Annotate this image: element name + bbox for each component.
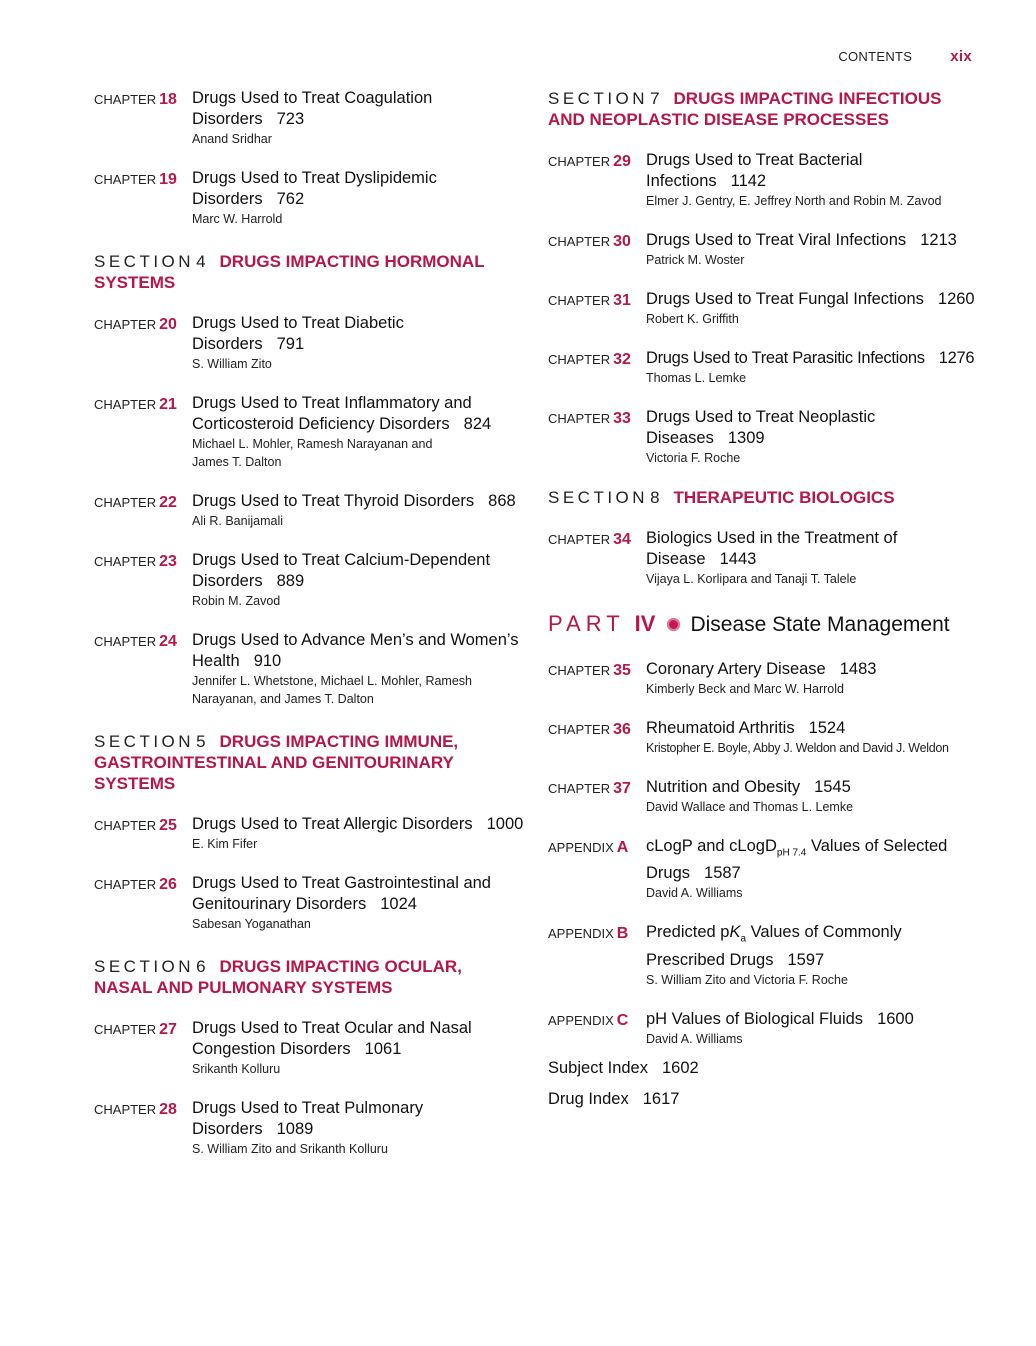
appendix-page: 1587 [704,864,741,883]
appendix-page: 1600 [877,1009,914,1028]
chapter-title: Drugs Used to Treat Parasitic Infections 1276 [646,349,975,367]
chapter-label: CHAPTER 37 [548,780,631,797]
chapter-authors: S. William Zito [192,357,272,371]
appendix-title: pH Values of Biological Fluids 1600 [646,1009,914,1028]
toc-entry-chapter-25[interactable] [94,814,524,853]
chapter-title: Drugs Used to Treat Calcium-Dependent Disorders 889 [192,551,491,590]
chapter-authors: S. William Zito and Srikanth Kolluru [192,1142,388,1156]
part-4-heading[interactable]: PART IV Disease State Management [548,611,950,636]
chapter-page: 1483 [839,660,877,678]
toc-entry-chapter-27[interactable] [94,1018,524,1078]
chapter-page: 1142 [730,172,767,190]
toc-entry-chapter-18[interactable] [94,88,524,148]
chapter-authors: Ali R. Banijamali [192,514,284,528]
chapter-label: CHAPTER 34 [548,531,631,548]
chapter-label: CHAPTER 24 [94,633,177,650]
chapter-label: CHAPTER 31 [548,292,631,309]
toc-entry-chapter-29[interactable] [548,150,978,210]
appendix-label: APPENDIX B [548,925,629,943]
chapter-authors: Robert K. Griffith [646,312,739,326]
chapter-authors: Sabesan Yoganathan [192,917,311,931]
chapter-label: CHAPTER 19 [94,171,177,188]
chapter-title: Drugs Used to Treat Coagulation Disorders 723 [192,89,433,128]
chapter-title: Coronary Artery Disease 1483 [646,660,877,678]
chapter-page: 1309 [727,429,765,447]
chapter-authors: Robin M. Zavod [192,594,281,608]
chapter-title: Drugs Used to Treat Pulmonary Disorders 1089 [192,1099,424,1138]
chapter-title: Drugs Used to Treat Inflammatory and Corticosteroid Deficiency Disorders 824 [192,394,492,433]
chapter-label: CHAPTER 28 [94,1101,177,1118]
chapter-title: Drugs Used to Treat Viral Infections 1213 [646,231,957,249]
section-5-heading[interactable]: SECTION 5 DRUGS IMPACTING IMMUNE, GASTROINTESTINAL AND GENITOURINARY SYSTEMS [94,732,459,793]
toc-left-column [94,88,524,1158]
appendix-authors: S. William Zito and Victoria F. Roche [646,972,848,987]
chapter-title: Drugs Used to Treat Thyroid Disorders 868 [192,492,516,510]
chapter-label: CHAPTER 26 [94,876,177,893]
chapter-label: CHAPTER 21 [94,396,177,413]
section-8-heading[interactable]: SECTION 8 THERAPEUTIC BIOLOGICS [548,488,895,507]
chapter-authors: Patrick M. Woster [646,253,745,267]
chapter-page: 1524 [808,719,846,737]
appendix-page: 1597 [787,950,825,969]
chapter-page: 1061 [364,1040,402,1058]
chapter-label: CHAPTER 18 [94,91,177,108]
toc-entry-chapter-22[interactable] [94,491,524,530]
chapter-title: Drugs Used to Treat Neoplastic Diseases 1309 [646,408,876,447]
toc-entry-chapter-35[interactable] [548,659,978,698]
chapter-title: Drugs Used to Treat Diabetic Disorders 791 [192,314,404,353]
chapter-page: 1213 [920,231,957,249]
toc-entry-appendix-b[interactable] [548,922,978,988]
toc-entry-chapter-31[interactable] [548,289,978,328]
toc-entry-chapter-36[interactable] [548,718,978,757]
chapter-page: 723 [276,110,305,128]
chapter-page: 762 [276,190,305,208]
chapter-page: 868 [488,492,516,510]
toc-right-column [548,88,978,1110]
chapter-title: Drugs Used to Treat Dyslipidemic Disorders 762 [192,169,437,208]
bullet-dot-icon [667,618,680,631]
toc-entry-chapter-34[interactable] [548,528,978,588]
chapter-label: CHAPTER 22 [94,494,177,511]
chapter-authors: Elmer J. Gentry, E. Jeffrey North and Robin M. Zavod [646,194,942,208]
toc-entry-appendix-c[interactable] [548,1009,978,1048]
chapter-label: CHAPTER 23 [94,553,177,570]
chapter-authors: E. Kim Fifer [192,837,258,851]
chapter-page: 889 [276,572,305,590]
toc-entry-chapter-28[interactable] [94,1098,524,1158]
chapter-label: CHAPTER 29 [548,153,631,170]
toc-entry-drug-index[interactable]: Drug Index 1617 [548,1089,680,1108]
appendix-title: cLogP and cLogD$_{pH 7.4}$ Values of Selected Drugs 1587 [646,837,948,883]
chapter-page: 1545 [814,778,851,796]
chapter-title: Drugs Used to Treat Allergic Disorders 1000 [192,815,524,833]
chapter-page: 1000 [486,815,524,833]
chapter-authors: Thomas L. Lemke [646,371,747,385]
chapter-authors: Srikanth Kolluru [192,1062,281,1076]
toc-entry-chapter-21[interactable] [94,393,524,471]
chapter-page: 1260 [937,290,975,308]
appendix-authors: David A. Williams [646,886,743,901]
chapter-label: CHAPTER 36 [548,721,631,738]
toc-entry-chapter-19[interactable] [94,168,524,228]
toc-entry-chapter-32[interactable] [548,348,978,387]
chapter-page: 1024 [380,895,417,913]
chapter-title: Nutrition and Obesity 1545 [646,778,851,796]
section-4-heading[interactable]: SECTION 4 DRUGS IMPACTING HORMONAL SYSTEMS [94,252,485,292]
section-7-heading[interactable]: SECTION 7 DRUGS IMPACTING INFECTIOUS AND NEOPLASTIC DISEASE PROCESSES [548,89,942,129]
toc-entry-chapter-26[interactable] [94,873,524,933]
toc-entry-appendix-a[interactable] [548,836,978,902]
running-head [838,48,972,65]
chapter-authors: Michael L. Mohler, Ramesh Narayanan and James T. Dalton [192,437,433,469]
chapter-page: 791 [276,335,305,353]
section-6-heading[interactable]: SECTION 6 DRUGS IMPACTING OCULAR, NASAL AND PULMONARY SYSTEMS [94,957,462,997]
chapter-title: Rheumatoid Arthritis 1524 [646,719,846,737]
toc-entry-chapter-33[interactable] [548,407,978,467]
toc-entry-chapter-30[interactable] [548,230,978,269]
chapter-page: 1089 [276,1120,314,1138]
chapter-label: CHAPTER 20 [94,316,177,333]
chapter-title: Drugs Used to Treat Gastrointestinal and Genitourinary Disorders 1024 [192,874,491,913]
chapter-authors: Kristopher E. Boyle, Abby J. Weldon and David J. Weldon [646,741,949,755]
appendix-authors: David A. Williams [646,1031,743,1046]
chapter-page: 1276 [938,349,975,367]
chapter-page: 910 [253,652,282,670]
chapter-authors: Vijaya L. Korlipara and Tanaji T. Talele [646,572,857,586]
chapter-title: Biologics Used in the Treatment of Disease 1443 [646,529,898,568]
chapter-label: CHAPTER 33 [548,410,631,427]
chapter-label: CHAPTER 30 [548,233,631,250]
chapter-label: CHAPTER 35 [548,662,631,679]
appendix-title: Predicted $pK_a$ Values of Commonly Prescribed Drugs 1597 [646,923,902,969]
chapter-title: Drugs Used to Treat Fungal Infections 1260 [646,290,975,308]
chapter-page: 1443 [719,550,757,568]
chapter-authors: David Wallace and Thomas L. Lemke [646,800,854,814]
toc-entry-chapter-24[interactable] [94,630,524,708]
chapter-label: CHAPTER 25 [94,817,177,834]
chapter-authors: Anand Sridhar [192,132,272,146]
chapter-authors: Kimberly Beck and Marc W. Harrold [646,682,844,696]
chapter-authors: Jennifer L. Whetstone, Michael L. Mohler, Ramesh Narayanan, and James T. Dalton [192,674,472,706]
appendix-label: APPENDIX A [548,839,629,856]
page-number: xix [950,48,972,65]
chapter-title: Drugs Used to Advance Men’s and Women’s Health 910 [192,631,519,670]
appendix-label: APPENDIX C [548,1011,629,1029]
running-head-label: CONTENTS [838,49,913,64]
toc-entry-chapter-37[interactable] [548,777,978,816]
chapter-label: CHAPTER 32 [548,351,631,368]
toc-entry-chapter-20[interactable] [94,313,524,373]
toc-entry-subject-index[interactable]: Subject Index 1602 [548,1058,699,1077]
chapter-title: Drugs Used to Treat Ocular and Nasal Congestion Disorders 1061 [192,1019,472,1058]
chapter-title: Drugs Used to Treat Bacterial Infections 1142 [646,151,863,190]
chapter-authors: Victoria F. Roche [646,451,741,465]
chapter-page: 824 [463,415,492,433]
toc-entry-chapter-23[interactable] [94,550,524,610]
chapter-authors: Marc W. Harrold [192,212,283,226]
chapter-label: CHAPTER 27 [94,1021,177,1038]
